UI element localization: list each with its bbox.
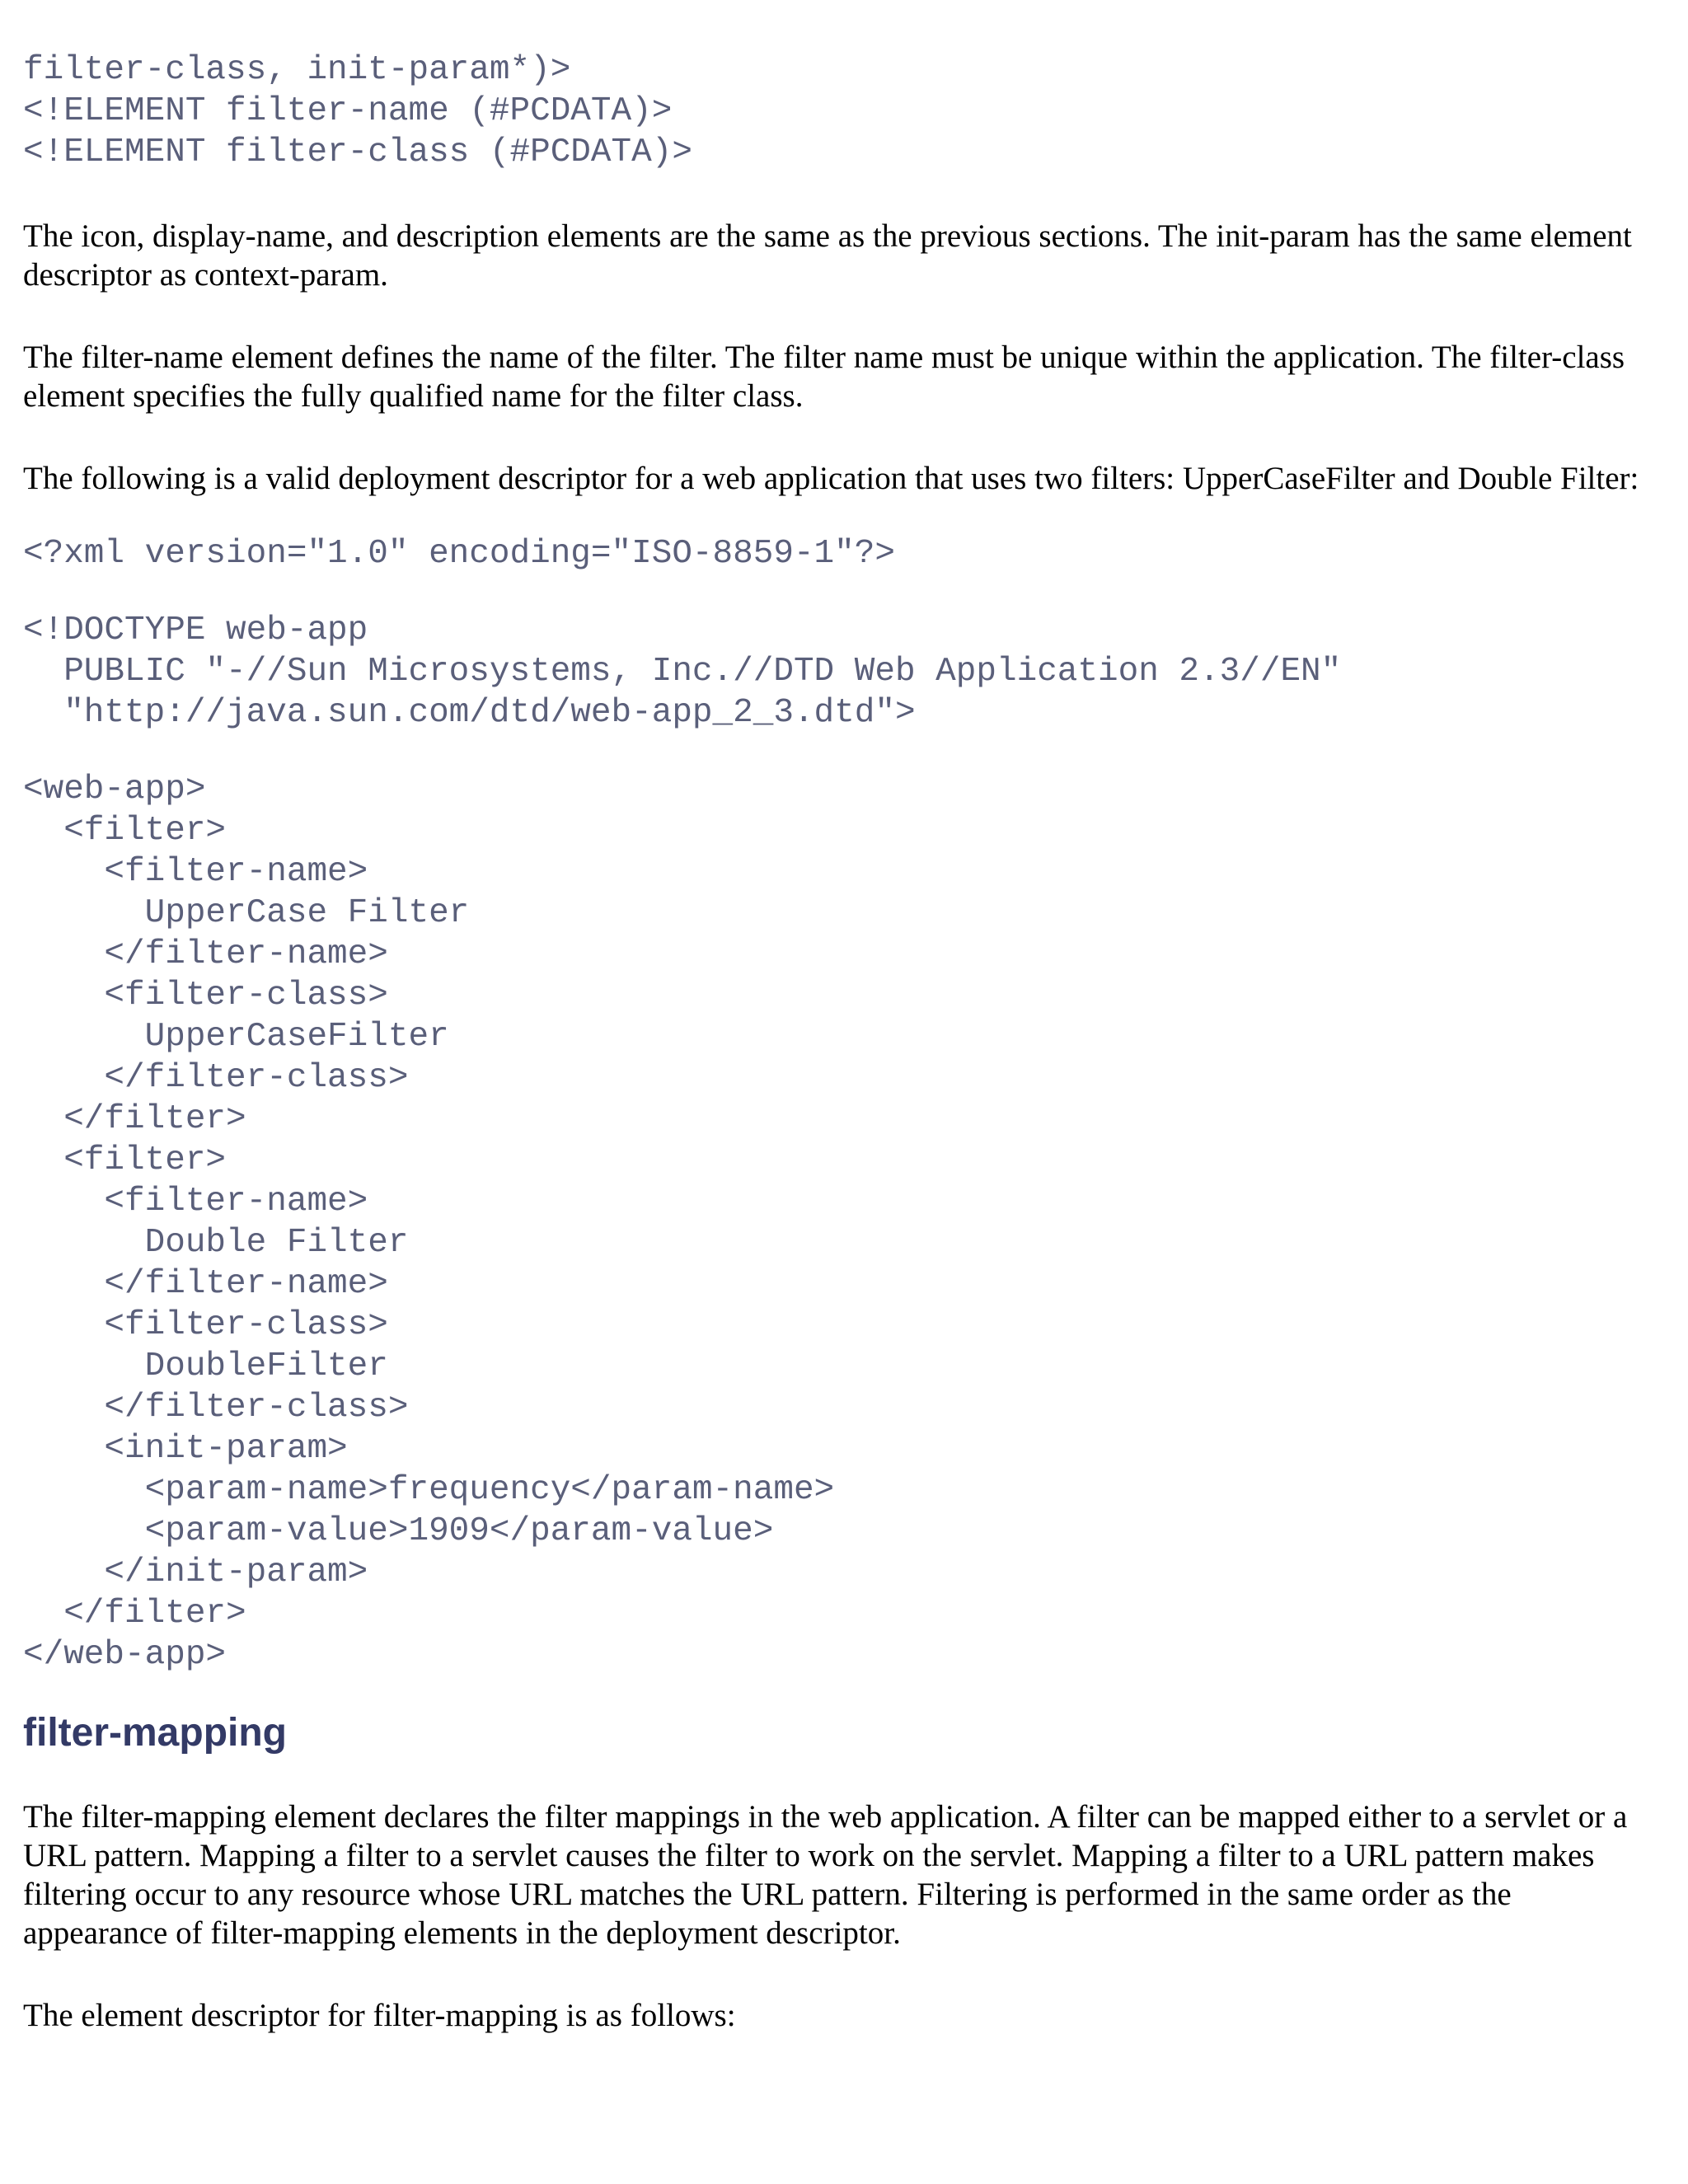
paragraph-filter-name: The filter-name element defines the name of the filter. The filter name must be unique within the application. The filter-class element specifies the fully qualified name for the filter class.: [23, 340, 1625, 414]
dtd-code-block: filter-class, init-param*)> <!ELEMENT filter-name (#PCDATA)> <!ELEMENT filter-class (#PCDATA)>: [23, 51, 692, 171]
paragraph-element-descriptor: The element descriptor for filter-mapping is as follows:: [23, 1998, 736, 2033]
paragraph-filter-mapping: The filter-mapping element declares the filter mappings in the web application. A filter can be mapped either to a servlet or a URL pattern. Mapping a filter to a servlet causes the filter to work on the servlet. Mapping a filter to a URL pattern makes filtering occur to any resource whose URL matches the URL pattern. Filtering is performed in the same order as the appearance of filter-mapping elements in the deployment descriptor.: [23, 1799, 1628, 1951]
paragraph-example-intro: The following is a valid deployment descriptor for a web application that uses two filters: UpperCaseFilter and Double Filter:: [23, 461, 1639, 496]
paragraph-init-param: The icon, display-name, and description elements are the same as the previous sections. The init-param has the same element descriptor as context-param.: [23, 218, 1632, 293]
document-page: [23, 49, 1663, 2035]
xml-declaration-code: <?xml version="1.0" encoding="ISO-8859-1"?>: [23, 535, 895, 573]
section-heading-filter-mapping: filter-mapping: [23, 1711, 287, 1755]
web-app-code-block: <web-app> <filter> <filter-name> UpperCase Filter </filter-name> <filter-class> UpperCaseFilter </filter-class> </filter> <filter> <filter-name> Double Filter </filter-name> <filter-class> DoubleFilter </filter-class> <init-param> <param-name>frequency</param-name> <param-value>1909</param-value> </init-param> </filter> </web-app>: [23, 771, 835, 1674]
doctype-code-block: <!DOCTYPE web-app PUBLIC "-//Sun Microsystems, Inc.//DTD Web Application 2.3//EN" "http://java.sun.com/dtd/web-app_2_3.dtd">: [23, 612, 1342, 732]
